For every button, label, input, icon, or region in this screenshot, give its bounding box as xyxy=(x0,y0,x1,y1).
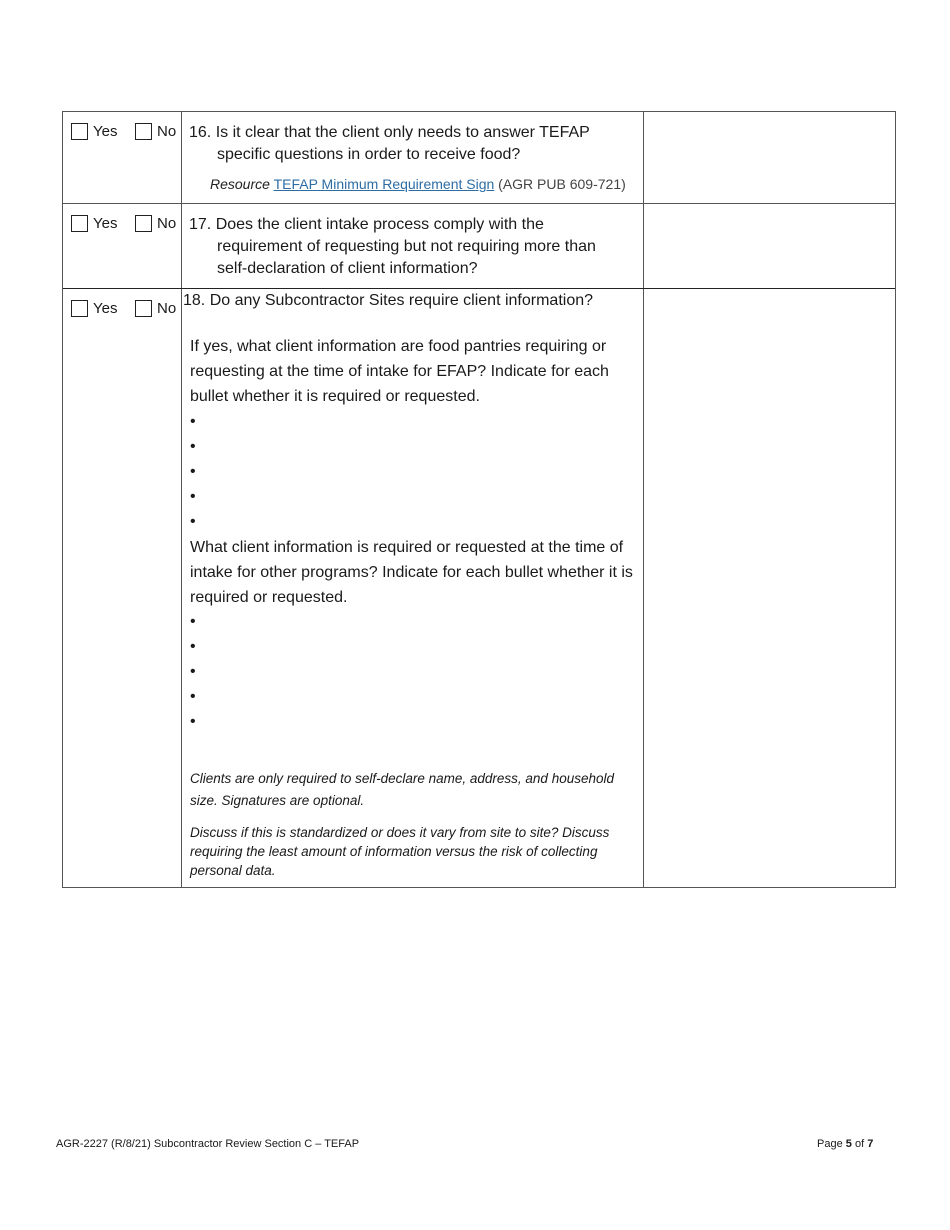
efap-info-paragraph: If yes, what client information are food pantries requiring or requesting at the time of intake for EFAP? Indicate for each bullet whether it is required or requested. xyxy=(190,338,609,405)
bullet-item: • xyxy=(190,663,196,680)
question-text: Do any Subcontractor Sites require client information? xyxy=(209,292,594,309)
checkbox-box[interactable] xyxy=(71,123,88,140)
bullet-item: • xyxy=(190,688,196,705)
table-row xyxy=(63,112,895,204)
review-table xyxy=(62,111,896,888)
comments-cell[interactable] xyxy=(644,112,895,203)
self-declare-note: Clients are only required to self-declare name, address, and household size. Signatures are optional. xyxy=(190,771,614,808)
page-of: of xyxy=(854,1138,865,1150)
page-total: 7 xyxy=(867,1138,874,1150)
question-text: Does the client intake process comply with the xyxy=(215,216,544,233)
resource-label: Resource xyxy=(210,176,270,192)
no-checkbox[interactable] xyxy=(135,300,176,317)
no-label: No xyxy=(157,215,177,232)
bullet-item: • xyxy=(190,463,196,480)
bullet-item: • xyxy=(190,638,196,655)
checkbox-box[interactable] xyxy=(135,215,152,232)
answer-cell xyxy=(63,289,182,887)
question-17 xyxy=(189,214,639,280)
yes-label: Yes xyxy=(93,215,118,232)
resource-line xyxy=(210,176,626,192)
question-text: Is it clear that the client only needs to answer TEFAP xyxy=(215,124,590,141)
page-prefix: Page xyxy=(817,1138,843,1150)
question-text: requirement of requesting but not requiring more than xyxy=(217,238,596,255)
bullet-item: • xyxy=(190,713,196,730)
table-row xyxy=(63,289,895,887)
comments-cell[interactable] xyxy=(644,204,895,288)
table-row xyxy=(63,204,895,289)
no-label: No xyxy=(157,300,177,317)
question-number: 17. xyxy=(189,216,212,233)
no-checkbox[interactable] xyxy=(135,215,176,232)
yes-label: Yes xyxy=(93,123,118,140)
bullet-item: • xyxy=(190,613,196,630)
bullet-item: • xyxy=(190,438,196,455)
answer-cell xyxy=(63,204,182,288)
checkbox-box[interactable] xyxy=(135,300,152,317)
no-label: No xyxy=(157,123,177,140)
checkbox-box[interactable] xyxy=(71,215,88,232)
yes-checkbox[interactable] xyxy=(71,300,117,317)
checkbox-box[interactable] xyxy=(135,123,152,140)
form-id-footer: AGR-2227 (R/8/21) Subcontractor Review Section C – TEFAP xyxy=(56,1138,360,1150)
resource-pub: (AGR PUB 609-721) xyxy=(498,176,626,192)
no-checkbox[interactable] xyxy=(135,123,176,140)
bullet-item: • xyxy=(190,488,196,505)
question-number: 18. xyxy=(183,292,206,309)
answer-cell xyxy=(63,112,182,203)
yes-checkbox[interactable] xyxy=(71,215,117,232)
checkbox-box[interactable] xyxy=(71,300,88,317)
question-text: specific questions in order to receive food? xyxy=(217,146,521,163)
question-text: self-declaration of client information? xyxy=(217,260,478,277)
comments-cell[interactable] xyxy=(644,289,895,887)
yes-label: Yes xyxy=(93,300,118,317)
page-current: 5 xyxy=(845,1138,852,1150)
bullet-item: • xyxy=(190,413,196,430)
question-cell xyxy=(182,289,644,887)
other-programs-paragraph: What client information is required or requested at the time of intake for other programs? Indicate for each bullet whether it is required or requested. xyxy=(190,539,633,606)
question-16 xyxy=(189,122,639,166)
question-18 xyxy=(183,290,641,312)
bullet-item: • xyxy=(190,513,196,530)
resource-link[interactable]: TEFAP Minimum Requirement Sign xyxy=(273,176,495,192)
page-number xyxy=(817,1138,873,1150)
discussion-note: Discuss if this is standardized or does it vary from site to site? Discuss requiring the least amount of information versus the risk of collecting personal data. xyxy=(190,825,610,878)
question-number: 16. xyxy=(189,124,212,141)
question-cell xyxy=(182,204,644,288)
yes-checkbox[interactable] xyxy=(71,123,117,140)
question-cell xyxy=(182,112,644,203)
